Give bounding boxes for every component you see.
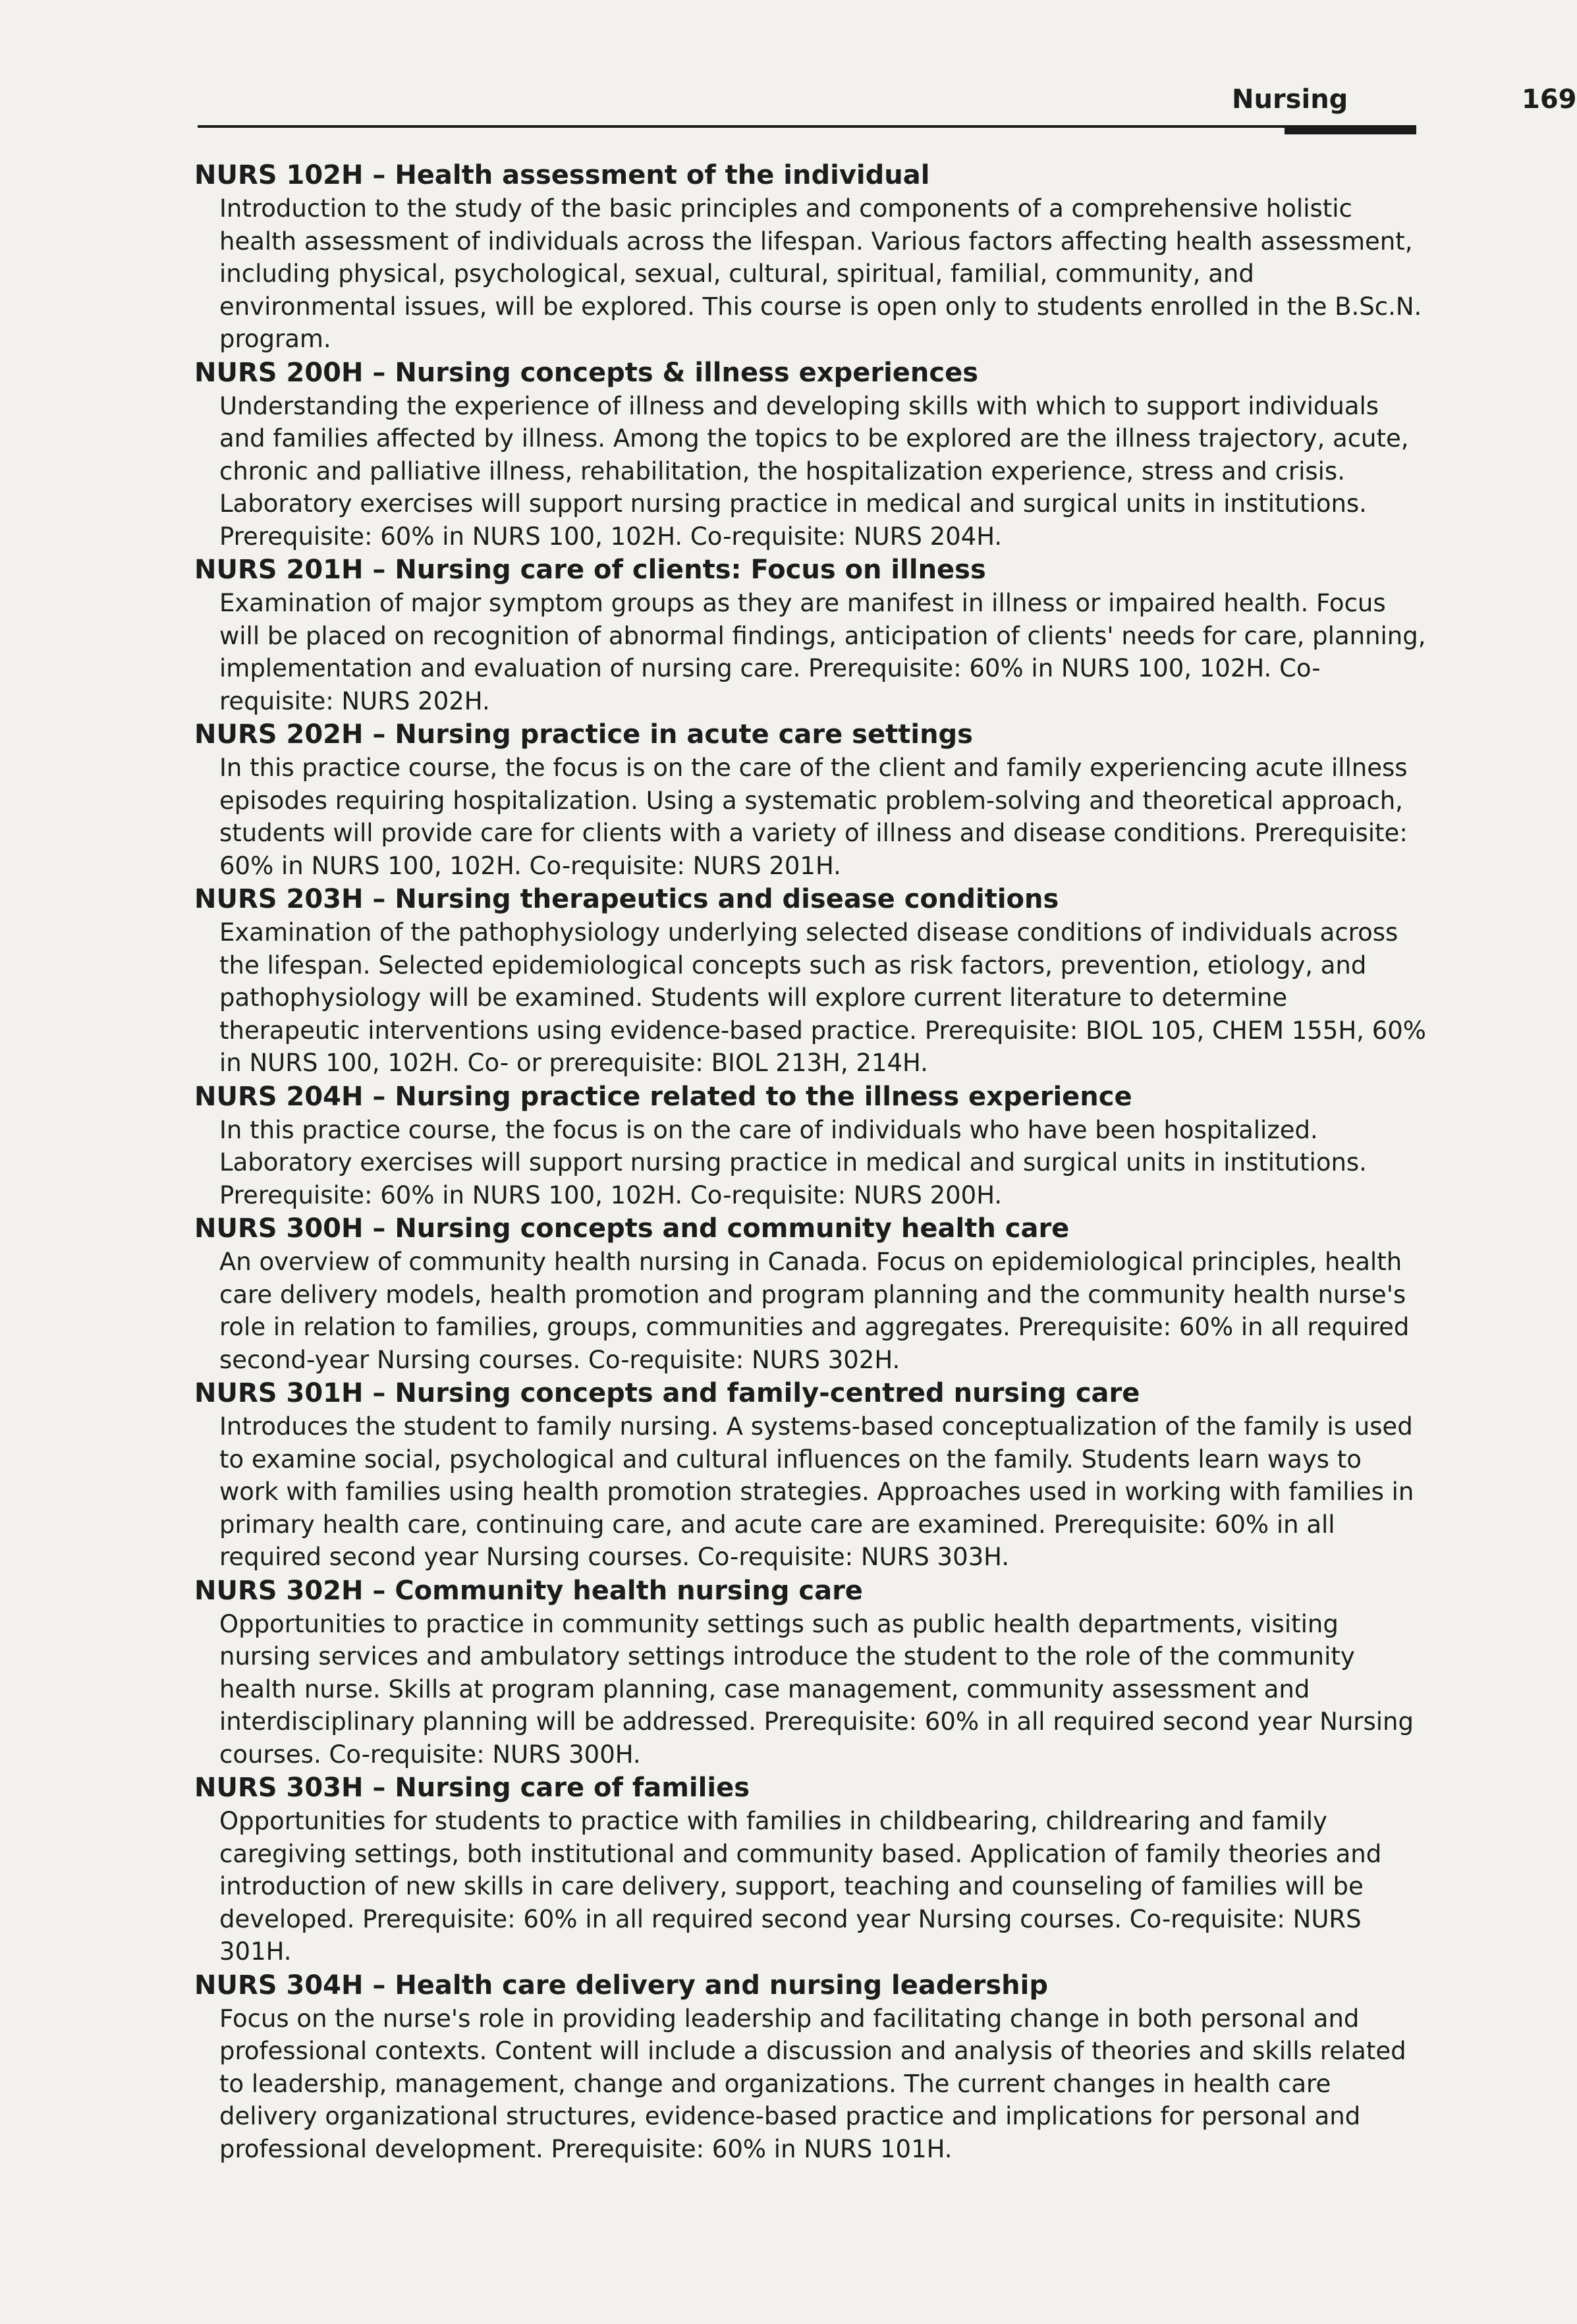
course-description: Introduces the student to family nursing. A systems-based conceptualization of the family is used to examine social, psychological and cultural influences on the family. Students learn ways to work with families using health promotion strategies. Approaches used in working with families in primary health care, continuing care, and acute care are examined. Prerequisite: 60% in all required second year Nursing courses. Co-requisite: NURS 303H. (219, 1412, 1414, 1571)
course-entry (194, 717, 1426, 882)
course-title: Nursing concepts and family-centred nursing care (395, 1378, 1140, 1408)
course-code: NURS 302H (194, 1575, 364, 1606)
course-code: NURS 300H (194, 1213, 364, 1244)
course-heading: NURS 102H – Health assessment of the individual (194, 160, 930, 190)
course-entry (194, 882, 1426, 1080)
course-entry (194, 158, 1426, 356)
course-description: In this practice course, the focus is on the care of the client and family experiencing acute illness episodes requiring hospitalization. Using a systematic problem-solving and theoretical approach, students will provide care for clients with a variety of illness and disease conditions. Prerequisite: 60% in NURS 100, 102H. Co-requisite: NURS 201H. (219, 754, 1408, 880)
course-title: Nursing practice related to the illness experience (395, 1081, 1132, 1112)
course-list (194, 158, 1426, 2165)
course-entry (194, 1080, 1426, 1212)
course-description: Examination of the pathophysiology underlying selected disease conditions of individuals across the lifespan. Selected epidemiological concepts such as risk factors, prevention, etiology, and pathophysiology will be examined. Students will explore current literature to determine therapeutic interventions using evidence-based practice. Prerequisite: BIOL 105, CHEM 155H, 60% in NURS 100, 102H. Co- or prerequisite: BIOL 213H, 214H. (219, 918, 1426, 1077)
course-title: Nursing concepts & illness experiences (395, 357, 979, 388)
course-title: Nursing care of families (395, 1773, 750, 1803)
course-code: NURS 204H (194, 1081, 364, 1112)
course-code: NURS 203H (194, 884, 364, 914)
course-entry (194, 1211, 1426, 1376)
header-rule (198, 125, 1416, 128)
course-heading: NURS 304H – Health care delivery and nursing leadership (194, 1970, 1048, 2001)
course-description: Understanding the experience of illness and developing skills with which to support individuals and families affected by illness. Among the topics to be explored are the illness trajectory, acute, chronic and palliative illness, rehabilitation, the hospitalization experience, stress and crisis. Laboratory exercises will support nursing practice in medical and surgical units in institutions. Prerequisite: 60% in NURS 100, 102H. Co-requisite: NURS 204H. (219, 391, 1409, 551)
course-code: NURS 304H (194, 1970, 364, 2001)
course-heading: NURS 303H – Nursing care of families (194, 1773, 750, 1803)
course-title: Nursing practice in acute care settings (395, 719, 973, 750)
course-entry (194, 1574, 1426, 1771)
course-code: NURS 102H (194, 160, 364, 190)
course-heading: NURS 203H – Nursing therapeutics and disease conditions (194, 884, 1059, 914)
course-description: Opportunities to practice in community settings such as public health departments, visiting nursing services and ambulatory settings introduce the student to the role of the community health nurse. Skills at program planning, case management, community assessment and interdisciplinary planning will be addressed. Prerequisite: 60% in all required second year Nursing courses. Co-requisite: NURS 300H. (219, 1609, 1414, 1769)
course-title: Nursing concepts and community health care (395, 1213, 1070, 1244)
course-description: An overview of community health nursing in Canada. Focus on epidemiological principles, health care delivery models, health promotion and program planning and the community health nurse's role in relation to families, groups, communities and aggregates. Prerequisite: 60% in all required second-year Nursing courses. Co-requisite: NURS 302H. (219, 1248, 1410, 1374)
course-heading: NURS 204H – Nursing practice related to the illness experience (194, 1081, 1132, 1112)
course-heading: NURS 301H – Nursing concepts and family-centred nursing care (194, 1378, 1140, 1408)
course-heading: NURS 302H – Community health nursing care (194, 1575, 863, 1606)
course-entry (194, 1376, 1426, 1574)
course-heading: NURS 300H – Nursing concepts and community health care (194, 1213, 1070, 1244)
course-title: Health assessment of the individual (395, 160, 930, 190)
course-title: Community health nursing care (395, 1575, 863, 1606)
course-entry (194, 1968, 1426, 2166)
course-description: Opportunities for students to practice with families in childbearing, childrearing and family caregiving settings, both institutional and community based. Application of family theories and introduction of new skills in care delivery, support, teaching and counseling of families will be developed. Prerequisite: 60% in all required second year Nursing courses. Co-requisite: NURS 301H. (219, 1807, 1382, 1966)
course-title: Nursing therapeutics and disease conditions (395, 884, 1059, 914)
course-heading: NURS 200H – Nursing concepts & illness experiences (194, 357, 979, 388)
course-title: Health care delivery and nursing leadership (395, 1970, 1048, 2001)
course-code: NURS 202H (194, 719, 364, 750)
course-entry (194, 1771, 1426, 1968)
section-title: Nursing (1232, 84, 1348, 115)
course-code: NURS 201H (194, 555, 364, 585)
course-description: Examination of major symptom groups as they are manifest in illness or impaired health. Focus will be placed on recognition of abnormal findings, anticipation of clients' needs for care, planning, implementation and evaluation of nursing care. Prerequisite: 60% in NURS 100, 102H. Co-requisite: NURS 202H. (219, 589, 1426, 715)
course-description: Focus on the nurse's role in providing leadership and facilitating change in both personal and professional contexts. Content will include a discussion and analysis of theories and skills related to leadership, management, change and organizations. The current changes in health care delivery organizational structures, evidence-based practice and implications for personal and professional development. Prerequisite: 60% in NURS 101H. (219, 2004, 1406, 2163)
course-entry (194, 356, 1426, 553)
course-code: NURS 303H (194, 1773, 364, 1803)
page-header (198, 78, 1577, 130)
course-description: In this practice course, the focus is on the care of individuals who have been hospitalized. Laboratory exercises will support nursing practice in medical and surgical units in institutions. Prerequisite: 60% in NURS 100, 102H. Co-requisite: NURS 200H. (219, 1115, 1367, 1209)
course-description: Introduction to the study of the basic principles and components of a comprehensive holistic health assessment of individuals across the lifespan. Various factors affecting health assessment, including physical, psychological, sexual, cultural, spiritual, familial, community, and environmental issues, will be explored. This course is open only to students enrolled in the B.Sc.N. program. (219, 194, 1422, 353)
course-heading: NURS 201H – Nursing care of clients: Focus on illness (194, 555, 986, 585)
course-code: NURS 200H (194, 357, 364, 388)
header-rule-accent (1285, 125, 1416, 134)
page-number: 169 (1522, 84, 1577, 115)
course-heading: NURS 202H – Nursing practice in acute care settings (194, 719, 973, 750)
course-code: NURS 301H (194, 1378, 364, 1408)
course-entry (194, 553, 1426, 717)
course-title: Nursing care of clients: Focus on illness (395, 555, 986, 585)
